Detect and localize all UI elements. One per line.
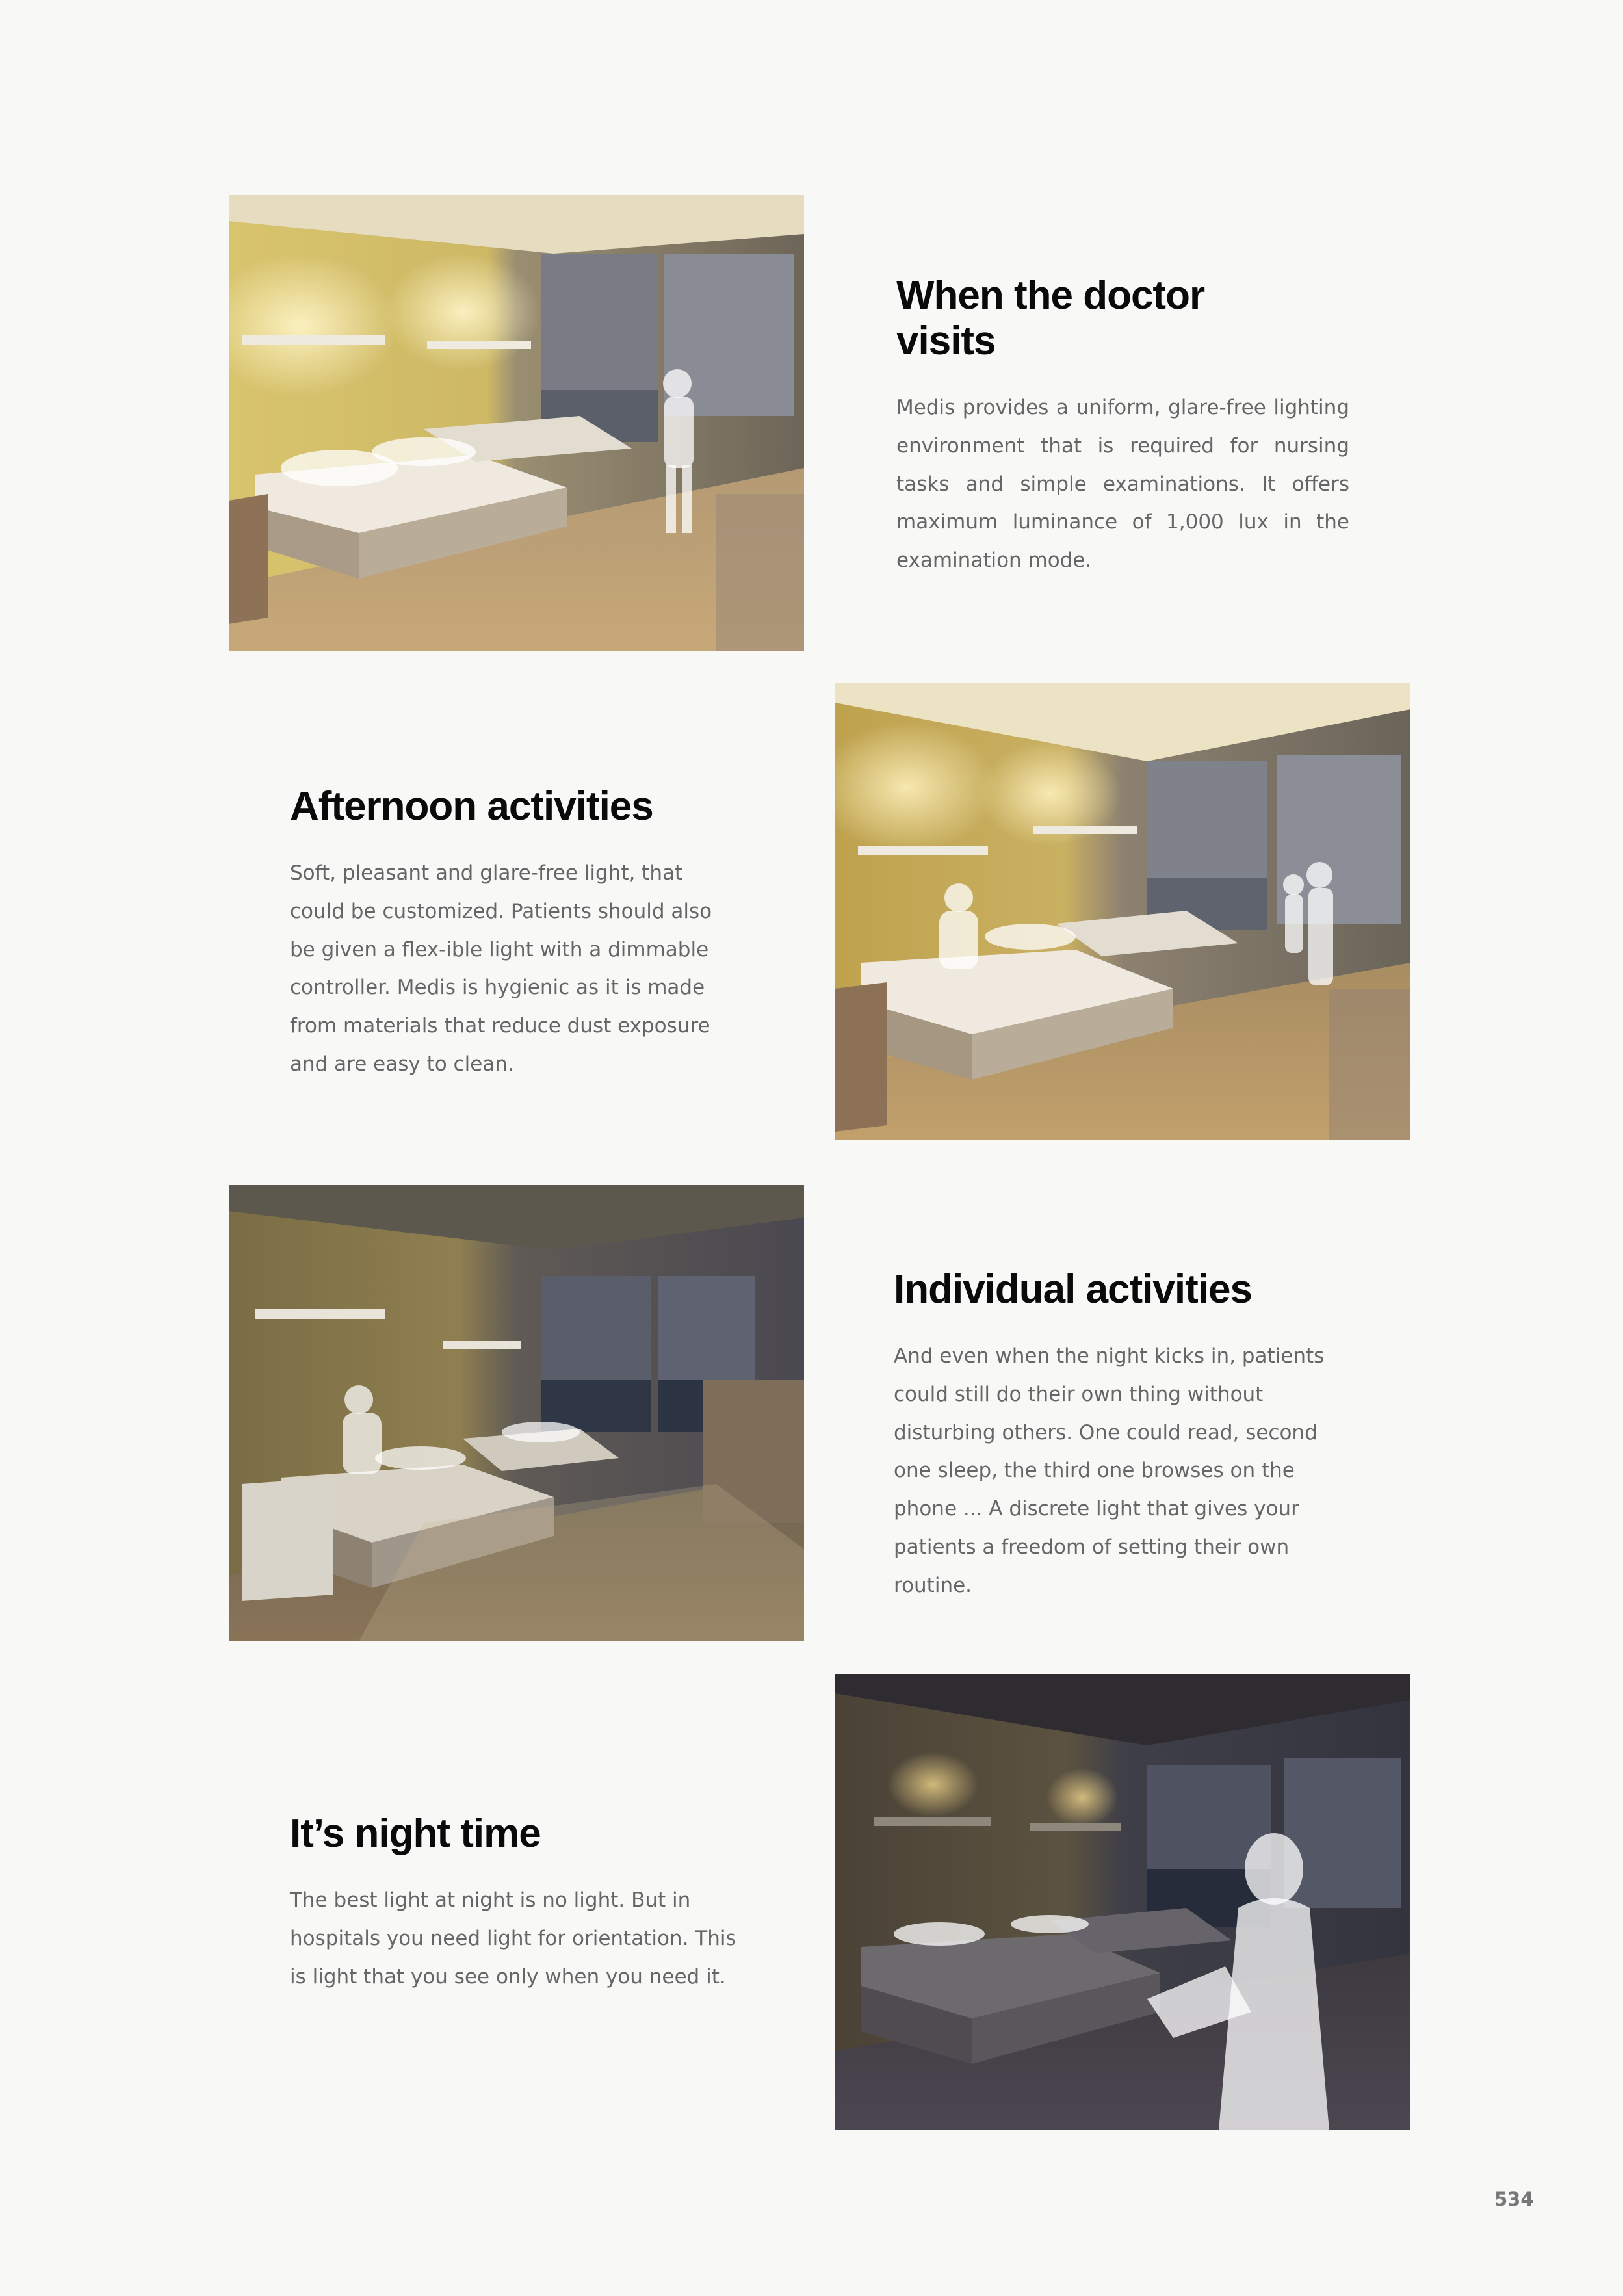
page-number: 534 [1494, 2188, 1534, 2210]
section-night-time [290, 1811, 743, 1996]
section-individual-activities [894, 1267, 1347, 1605]
photo-individual-activities [229, 1185, 804, 1641]
section-title-individual-activities: Individual activities [894, 1267, 1252, 1312]
section-body-individual-activities: And even when the night kicks in, patients could still do their own thing without disturbing others. One could read, second one sleep, the third one browses on the phone ... A discrete light that gives your patients a freedom of setting their own routine. [894, 1344, 1325, 1597]
section-body-doctor-visit: Medis provides a uniform, glare-free lighting environment that is required for nursing tasks and simple examinations. It offers maximum luminance of 1,000 lux in the examination mode. [896, 396, 1349, 573]
photo-night-time [835, 1674, 1410, 2130]
section-body-afternoon-activities: Soft, pleasant and glare-free light, that could be customized. Patients should also be given a flex-ible light with a dimmable controller. Medis is hygienic as it is made from materials that reduce dust exposure and are easy to clean. [290, 861, 712, 1076]
section-title-night-time: It’s night time [290, 1811, 541, 1856]
section-title-afternoon-activities: Afternoon activities [290, 784, 653, 829]
photo-afternoon-activities [835, 683, 1410, 1140]
photo-doctor-visit [229, 195, 804, 651]
section-afternoon-activities [290, 784, 743, 1084]
section-body-night-time: The best light at night is no light. But in hospitals you need light for orientation. This is light that you see only when you need it. [290, 1888, 736, 1989]
section-doctor-visit [896, 273, 1349, 580]
section-title-doctor-visit-line2: visits [896, 319, 996, 363]
section-title-doctor-visit-line1: When the doctor [896, 273, 1205, 318]
section-title-doctor-visit [896, 273, 1349, 364]
